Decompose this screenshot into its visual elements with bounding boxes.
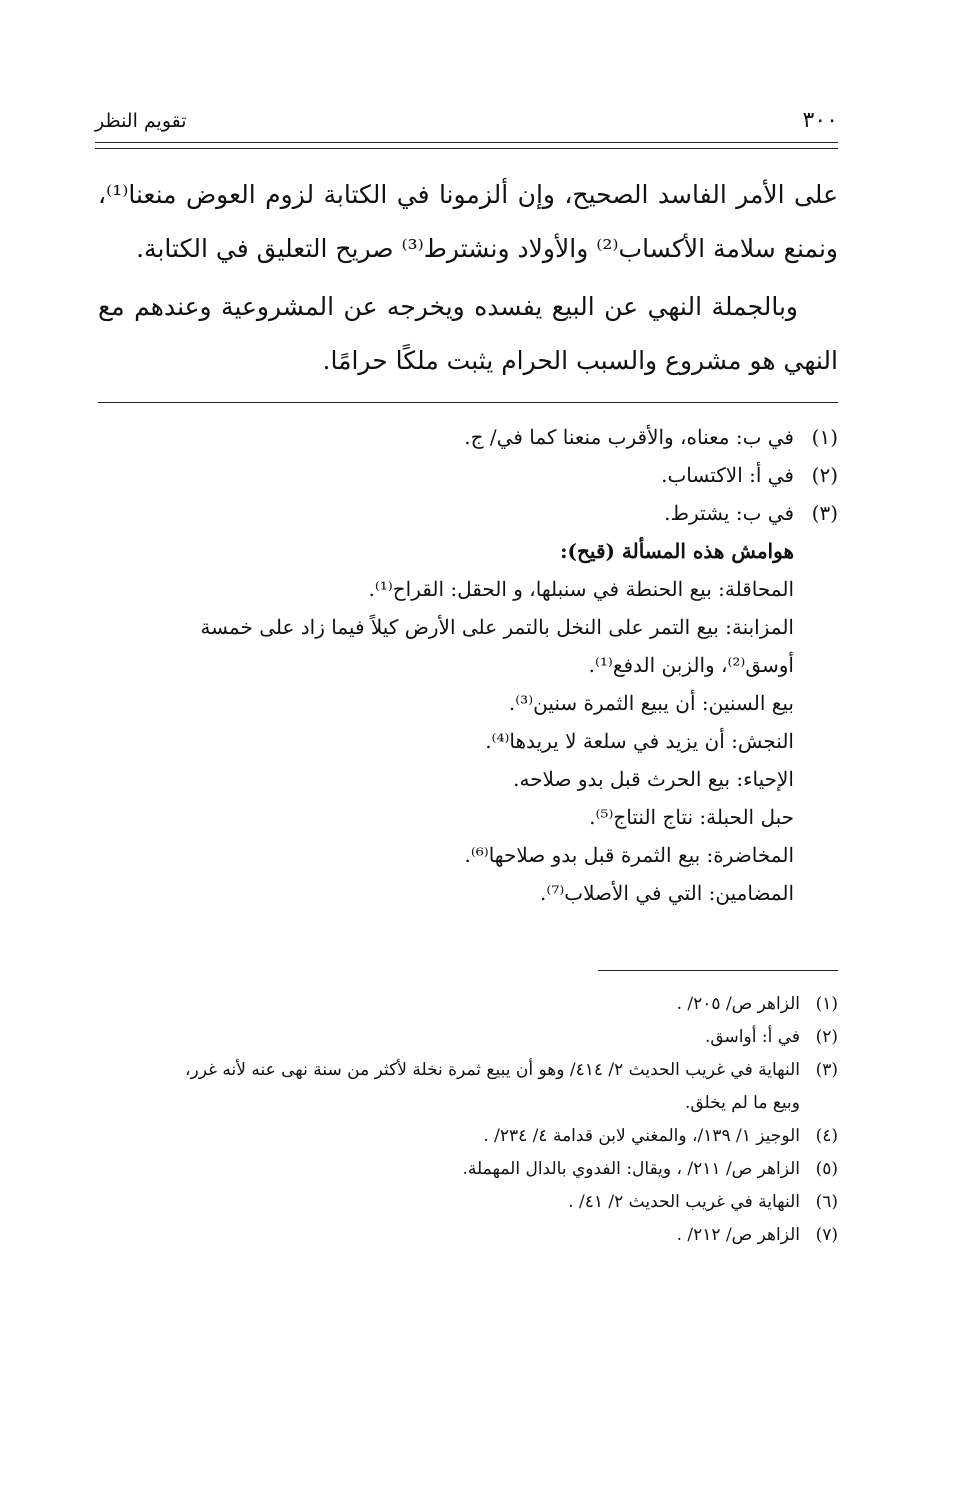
header-rule-bottom bbox=[95, 148, 838, 149]
footnote-text: الزاهر ص/ ٢١١/ ، ويقال: الفدوي بالدال المهملة. bbox=[462, 1159, 800, 1179]
header-rule-top bbox=[95, 142, 838, 143]
margin-note-item: النجش: أن يزيد في سلعة لا يريدها⁽⁴⁾. bbox=[485, 729, 794, 753]
footnote-number: (١) bbox=[811, 425, 838, 449]
footnote bbox=[98, 456, 838, 494]
footnote-number: (١) bbox=[815, 994, 838, 1014]
margin-note-item: المخاضرة: بيع الثمرة قبل بدو صلاحها⁽⁶⁾. bbox=[464, 843, 794, 867]
footnote-text: الزاهر ص/ ٢٠٥/ . bbox=[676, 994, 800, 1014]
footnote-text: النهاية في غريب الحديث ٢/ ٤١٤/ وهو أن يبيع ثمرة نخلة لأكثر من سنة نهى عنه لأنه غرر، bbox=[185, 1060, 800, 1080]
secondary-footnote bbox=[98, 988, 838, 1021]
secondary-footnote bbox=[98, 1186, 838, 1219]
footnote-text: في أ: الاكتساب. bbox=[661, 463, 794, 487]
secondary-footnote bbox=[98, 1120, 838, 1153]
secondary-footnote bbox=[98, 1021, 838, 1054]
page-header bbox=[95, 108, 838, 140]
secondary-footnote bbox=[98, 1219, 838, 1252]
running-title: تقويم النظر bbox=[95, 110, 187, 132]
footnote-text: الوجيز ١/ ١٣٩/، والمغني لابن قدامة ٤/ ٢٣٤/ . bbox=[483, 1126, 800, 1146]
secondary-footnotes bbox=[98, 988, 838, 1252]
margin-note-item: المحاقلة: بيع الحنطة في سنبلها، و الحقل: القراح⁽¹⁾. bbox=[368, 577, 794, 601]
margin-note-item: بيع السنين: أن يبيع الثمرة سنين⁽³⁾. bbox=[508, 691, 794, 715]
margin-note-item: المزابنة: بيع التمر على النخل بالتمر على الأرض كيلاً فيما زاد على خمسة bbox=[200, 615, 794, 639]
margin-note-item: المضامين: التي في الأصلاب⁽⁷⁾. bbox=[540, 881, 794, 905]
footnote-number: (٥) bbox=[815, 1159, 838, 1179]
footnote bbox=[98, 494, 838, 532]
main-text bbox=[98, 168, 838, 388]
footnote-text: وبيع ما لم يخلق. bbox=[684, 1093, 800, 1113]
footnote-text: في أ: أواسق. bbox=[704, 1027, 800, 1047]
secondary-footnote-continuation bbox=[98, 1087, 838, 1120]
footnote-number: (٦) bbox=[815, 1192, 838, 1212]
footnote-number: (٧) bbox=[815, 1225, 838, 1245]
footnote-text: في ب: معناه، والأقرب منعنا كما في/ ج. bbox=[464, 425, 794, 449]
footnote-text: في ب: يشترط. bbox=[664, 501, 794, 525]
margin-note-item: حبل الحبلة: نتاج النتاج⁽⁵⁾. bbox=[589, 805, 794, 829]
footnote-number: (٢) bbox=[815, 1027, 838, 1047]
secondary-footnote bbox=[98, 1153, 838, 1186]
margin-note-item: الإحياء: بيع الحرث قبل بدو صلاحه. bbox=[513, 767, 794, 791]
margin-note-item: أوسق⁽²⁾، والزبن الدفع⁽¹⁾. bbox=[588, 653, 794, 677]
secondary-footnote bbox=[98, 1054, 838, 1087]
footnotes bbox=[98, 418, 838, 912]
footnote-number: (٢) bbox=[811, 463, 838, 487]
footnote bbox=[98, 418, 838, 456]
paragraph-1: على الأمر الفاسد الصحيح، وإن ألزمونا في الكتابة لزوم العوض منعنا⁽¹⁾، ونمنع سلامة الأكساب⁽²⁾ والأولاد ونشترط⁽³⁾ صريح التعليق في الكتابة. bbox=[98, 180, 838, 263]
paragraph-2: وبالجملة النهي عن البيع يفسده ويخرجه عن المشروعية وعندهم مع النهي هو مشروع والسبب الحرام يثبت ملكًا حرامًا. bbox=[98, 292, 838, 375]
footnote-number: (٤) bbox=[815, 1126, 838, 1146]
footnote-number: (٣) bbox=[815, 1060, 838, 1080]
secondary-footnote-separator bbox=[598, 970, 838, 971]
footnote-separator bbox=[98, 402, 838, 403]
page-number: ٣٠٠ bbox=[802, 108, 838, 133]
footnote-text: الزاهر ص/ ٢١٢/ . bbox=[676, 1225, 800, 1245]
footnote-number: (٣) bbox=[811, 501, 838, 525]
footnote-text: النهاية في غريب الحديث ٢/ ٤١/ . bbox=[568, 1192, 800, 1212]
margin-notes-title: هوامش هذه المسألة (قيح): bbox=[560, 539, 794, 563]
